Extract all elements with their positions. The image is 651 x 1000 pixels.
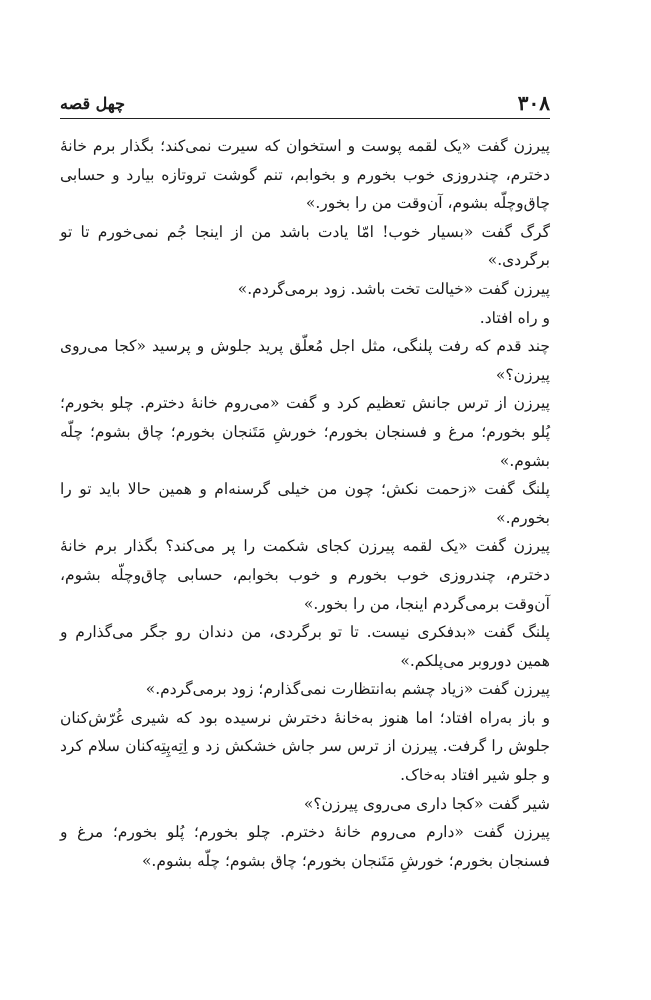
paragraph: پیرزن گفت «خیالت تخت باشد. زود برمی‌گردم.»: [237, 279, 550, 298]
paragraph: پیرزن از ترس جانش تعظیم کرد و گفت «می‌روم خانهٔ دخترم. چلو بخورم؛ پُلو بخورم؛ مرغ و فسنجان بخورم؛ خورشِ مَتَنجان بخورم؛ چاق بشوم؛ چلّه بشوم.»: [60, 394, 550, 470]
page-number: ۳۰۸: [517, 91, 550, 115]
paragraph: پیرزن گفت «یک لقمه پوست و استخوان که سیرت نمی‌کند؛ بگذار برم خانهٔ دخترم، چندروزی خوب بخورم و بخوابم، تنم گوشت تروتازه بیارد و حسابی چاق‌وچلّه بشوم، آن‌وقت من را بخور.»: [60, 137, 550, 213]
paragraph: گرگ گفت «بسیار خوب! امّا یادت باشد من از اینجا جُم نمی‌خورم تا تو برگردی.»: [60, 222, 550, 270]
page-header: [60, 92, 550, 119]
paragraph: پیرزن گفت «زیاد چشم به‌انتظارت نمی‌گذارم؛ زود برمی‌گردم.»: [145, 680, 550, 699]
paragraph: پیرزن گفت «دارم می‌روم خانهٔ دخترم. چلو بخورم؛ پُلو بخورم؛ مرغ و فسنجان بخورم؛ خورشِ مَتَنجان بخورم؛ چاق بشوم؛ چلّه بشوم.»: [60, 823, 550, 870]
paragraph: پلنگ گفت «بدفکری نیست. تا تو برگردی، من دندان رو جگر می‌گذارم و همین دوروبر می‌پلکم.»: [60, 623, 550, 670]
story-text: [60, 132, 550, 875]
book-title: چهل قصه: [60, 94, 126, 113]
paragraph: و باز به‌راه افتاد؛ اما هنوز به‌خانهٔ دخترش نرسیده بود که شیری غُرّش‌کنان جلوش را گرفت. پیرزن از ترس سر جاش خشکش زد و اِتِه‌پِتِه‌کنان سلام کرد و جلو شیر افتاد به‌خاک.: [60, 708, 550, 785]
paragraph: و راه افتاد.: [479, 308, 550, 327]
paragraph: پلنگ گفت «زحمت نکش؛ چون من خیلی گرسنه‌ام و همین حالا باید تو را بخورم.»: [60, 480, 550, 527]
paragraph: شیر گفت «کجا داری می‌روی پیرزن؟»: [303, 794, 550, 813]
paragraph: چند قدم که رفت پلنگی، مثل اجل مُعلّق پرید جلوش و پرسید «کجا می‌روی پیرزن؟»: [60, 337, 550, 384]
paragraph: پیرزن گفت «یک لقمه پیرزن کجای شکمت را پر می‌کند؟ بگذار برم خانهٔ دخترم، چندروزی خوب بخورم و خوب بخوابم، حسابی چاق‌وچلّه بشوم، آن‌وقت برمی‌گردم اینجا، من را بخور.»: [60, 537, 550, 613]
